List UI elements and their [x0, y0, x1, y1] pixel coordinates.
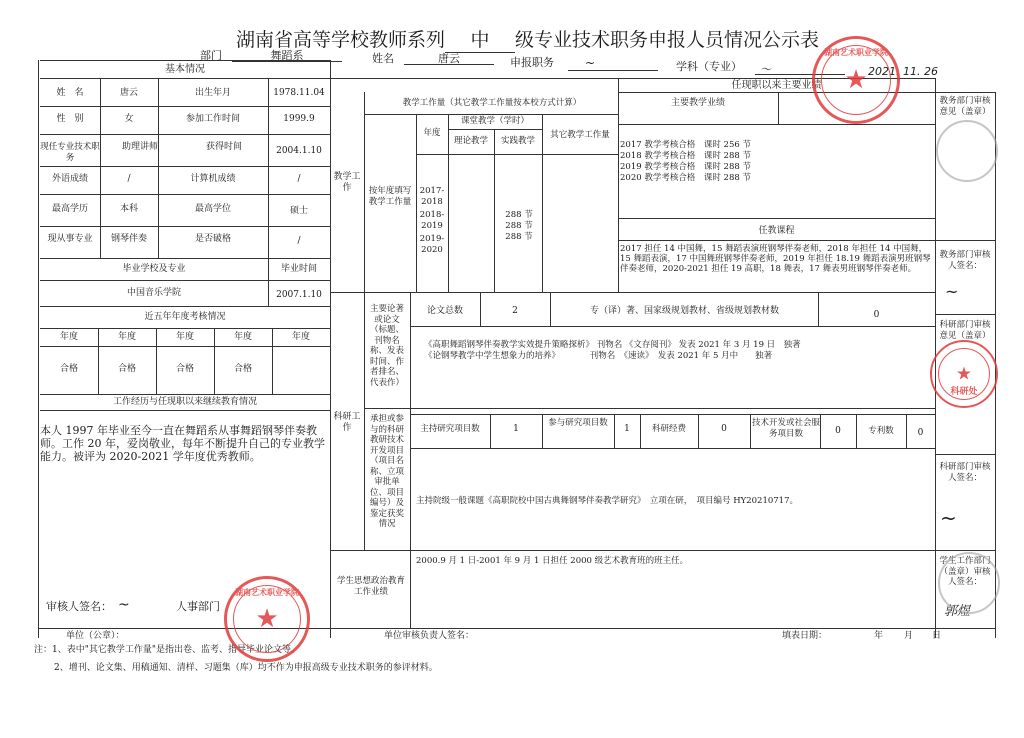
obtained-label: 获得时间	[205, 142, 242, 152]
line	[158, 166, 159, 258]
line	[40, 166, 330, 167]
line	[778, 92, 779, 124]
education-label: 最高学历	[51, 204, 88, 214]
teaching-line-4: 2020 教学考核合格 课时 288 节	[620, 173, 751, 183]
paper-count-label: 论文总数	[426, 306, 463, 316]
assessment-result-3: 合格	[175, 364, 194, 374]
line	[38, 60, 39, 638]
other-col-header: 其它教学工作量	[550, 130, 610, 140]
workload-header: 教学工作量（其它教学工作量按本校方式计算）	[402, 98, 582, 108]
foreign-lang-value: /	[127, 174, 131, 184]
line	[40, 60, 330, 61]
line	[40, 134, 330, 135]
fill-month: 月	[904, 631, 914, 641]
unit-label: 单位（公章）：	[66, 631, 125, 641]
main-teaching-header: 主要教学业绩	[670, 98, 725, 108]
line	[268, 78, 269, 306]
tech-service-label: 技术开发或社会服务项目数	[752, 418, 821, 439]
year-row-2: 2018-2019	[419, 210, 445, 231]
line	[618, 240, 935, 241]
assessment-result-4: 合格	[233, 364, 252, 374]
line	[542, 114, 543, 292]
academic-signature: ~	[945, 282, 959, 301]
line	[410, 414, 935, 415]
academic-reviewer-label: 教务部门审核人签名：	[939, 250, 991, 271]
line	[935, 454, 995, 455]
line	[750, 414, 751, 448]
position-handwriting: ~	[585, 56, 596, 70]
line	[410, 550, 411, 628]
line	[40, 280, 330, 281]
paper-line-1: 《高职舞蹈钢琴伴奏教学实效提升策略探析》 刊物名 《文存阅刊》 发表 2021 年 3 月 19 日 独著	[424, 340, 801, 350]
star-icon: ★	[955, 363, 973, 385]
practice-hours-1: 288 节	[505, 210, 533, 220]
student-dept-signature: 郭煜	[944, 604, 971, 619]
host-projects-value: 1	[513, 424, 519, 434]
line	[416, 154, 618, 155]
join-projects-label: 参与研究项目数	[548, 418, 608, 428]
funds-label: 科研经费	[651, 424, 686, 434]
line	[330, 292, 935, 293]
line	[364, 408, 935, 409]
line	[40, 194, 330, 195]
computer-value: /	[297, 174, 301, 184]
assessment-result-1: 合格	[59, 364, 78, 374]
line	[618, 218, 935, 219]
year-row-3: 2019-2020	[419, 234, 445, 255]
patents-label: 专利数	[868, 426, 894, 436]
line	[158, 78, 159, 166]
monograph-text: 专（译）著、国家级规划教材、省级规划教材数	[590, 306, 780, 316]
current-title-label: 现任专业技术职务	[40, 142, 100, 163]
seal-left-text: 湖南艺术职业学院	[235, 587, 299, 597]
fill-date-label: 填表日期：	[782, 631, 828, 641]
research-signature: ~	[940, 506, 957, 530]
current-major-value: 钢琴伴奏	[110, 234, 147, 244]
papers-label: 主要论著或论文（标题、刊物名称、发表时间、作者排名、代表作）	[369, 304, 404, 388]
name-field-value: 唐云	[119, 88, 138, 98]
research-reviewer-label: 科研部门审核人签名：	[939, 462, 991, 483]
reviewer-signature: ~	[118, 597, 130, 613]
star-icon: ★	[844, 65, 868, 95]
teaching-line-2: 2018 教学考核合格 课时 288 节	[620, 151, 751, 161]
join-projects-value: 1	[624, 424, 630, 434]
exempt-value: /	[297, 236, 301, 246]
line	[40, 410, 330, 411]
line	[40, 258, 330, 259]
line	[410, 326, 935, 327]
work-start-label: 参加工作时间	[185, 114, 240, 124]
star-icon: ★	[255, 604, 279, 634]
experience-text: 本人 1997 年毕业至今一直在舞蹈系从事舞蹈钢琴伴奏教师。工作 20 年，爱岗敬业，每年不断提升自己的专业教学能力。被评为 2020-2021 学年度优秀教师。	[40, 424, 325, 463]
host-projects-label: 主持研究项目数	[420, 424, 480, 434]
line	[618, 124, 935, 125]
project-text: 主持院级一般课题《高职院校中国古典舞钢琴伴奏教学研究》 立项在研， 项目编号 HY20210717。	[416, 496, 798, 506]
school-label: 毕业学校及专业	[122, 264, 186, 274]
foreign-lang-label: 外语成绩	[51, 174, 88, 184]
line	[98, 328, 99, 394]
theory-col-header: 理论教学	[453, 136, 488, 146]
school-seal-top-right	[812, 36, 900, 124]
line	[40, 306, 330, 307]
annual-workload-label: 按年度填写教学工作量	[368, 186, 412, 207]
line	[935, 92, 995, 93]
dept-value: 舞蹈系	[232, 50, 342, 62]
gender-value: 女	[124, 114, 134, 124]
current-title-value: 助理讲师	[121, 142, 158, 152]
research-label: 科研工作	[333, 412, 361, 433]
line	[40, 394, 330, 395]
line	[38, 628, 995, 629]
line	[364, 114, 618, 115]
teaching-line-3: 2019 教学考核合格 课时 288 节	[620, 162, 751, 172]
line	[618, 78, 619, 292]
tech-service-value: 0	[835, 426, 841, 436]
grad-time-value: 2007.1.10	[276, 290, 322, 300]
assessment-title: 近五年年度考核情况	[144, 312, 226, 322]
paper-line-2: 《论钢琴教学中学生想象力的培养》 刊物名 《速读》 发表 2021 年 5 月中 独著	[424, 351, 773, 361]
gender-label: 性 别	[56, 114, 84, 124]
name-field-label: 姓 名	[56, 88, 84, 98]
practice-hours-3: 288 节	[505, 232, 533, 242]
fill-day: 日	[932, 631, 942, 641]
line	[935, 314, 995, 315]
position-label: 申报职务	[510, 56, 554, 69]
work-start-value: 1999.9	[283, 114, 315, 124]
line	[330, 60, 331, 638]
student-dept-label: 学生工作部门（盖章）审核人签名：	[939, 556, 991, 587]
line	[542, 414, 543, 448]
monograph-count: 0	[873, 310, 880, 320]
line	[100, 78, 101, 258]
academic-dept-seal	[936, 120, 998, 182]
computer-label: 计算机成绩	[190, 174, 236, 184]
class-hours-header: 课堂教学（学时）	[460, 116, 529, 126]
line	[410, 448, 935, 449]
grad-time-label: 毕业时间	[280, 264, 317, 274]
line	[935, 240, 995, 241]
line	[448, 129, 542, 130]
hr-label: 人事部门	[176, 600, 220, 613]
seal-research-text: 科研处	[950, 387, 978, 397]
title-prefix: 湖南省高等学校教师系列	[236, 29, 446, 51]
research-dept-label: 科研部门审核意见（盖章）	[939, 320, 991, 341]
line	[40, 328, 330, 329]
line	[40, 78, 330, 79]
line	[364, 292, 365, 550]
line	[410, 292, 411, 550]
name-value: 唐云	[404, 53, 494, 65]
year-row-1: 2017-2018	[419, 186, 445, 207]
courses-header: 任教课程	[758, 226, 795, 236]
funds-value: 0	[721, 424, 727, 434]
title-level: 中	[445, 28, 515, 53]
student-work-text: 2000.9 月 1 日-2001 年 9 月 1 日担任 2000 级艺术教育班的班主任。	[416, 556, 689, 566]
line	[364, 92, 365, 292]
year-header-4: 年度	[233, 332, 252, 342]
obtained-value: 2004.1.10	[276, 146, 322, 156]
line	[272, 328, 273, 394]
degree-value: 硕士	[289, 206, 308, 216]
name-label: 姓名	[372, 52, 394, 65]
practice-col-header: 实践教学	[500, 136, 535, 146]
unit-reviewer-label: 单位审核负责人签名：	[384, 631, 475, 641]
reviewer-label: 审核人签名：	[46, 600, 112, 613]
footnote-1: 注：1、表中"其它教学工作量"是指出卷、监考、指导毕业论文等。	[34, 645, 301, 655]
line	[416, 114, 417, 292]
birth-label: 出生年月	[194, 88, 231, 98]
basic-section-title: 基本情况	[165, 64, 205, 75]
education-value: 本科	[119, 204, 138, 214]
projects-label: 承担或参与的科研教研技术开发项目（项目名称、立项审批单位、项目编号）及鉴定获奖情况	[369, 414, 404, 529]
year-header-3: 年度	[175, 332, 194, 342]
fill-date-handwriting: 2021. 11. 26	[868, 65, 938, 78]
degree-label: 最高学位	[194, 204, 231, 214]
paper-count-value: 2	[512, 306, 518, 316]
title-suffix: 级专业技术职务申报人员情况公示表	[515, 29, 820, 51]
performance-section-title: 任现职以来主要业绩	[731, 80, 822, 91]
fill-year: 年	[874, 631, 884, 641]
line	[550, 292, 551, 326]
student-work-label: 学生思想政治教育工作业绩	[336, 576, 405, 597]
subject-handwriting: ～	[760, 63, 771, 76]
teaching-label: 教学工作	[333, 172, 361, 193]
subject-label: 学科（专业）	[676, 60, 742, 73]
line	[330, 550, 935, 551]
footnote-2: 2、增刊、论文集、用稿通知、清样、习题集（库）均不作为申报高级专业技术职务的参评材料。	[54, 663, 438, 673]
experience-title: 工作经历与任现职以来继续教育情况	[112, 397, 257, 407]
year-header-5: 年度	[291, 332, 310, 342]
line	[156, 328, 157, 394]
year-col-header: 年度	[423, 128, 441, 138]
year-header-2: 年度	[117, 332, 136, 342]
year-header-1: 年度	[59, 332, 78, 342]
school-value: 中国音乐学院	[126, 288, 181, 298]
line	[214, 328, 215, 394]
assessment-result-2: 合格	[117, 364, 136, 374]
current-major-label: 现从事专业	[47, 234, 93, 244]
line	[40, 106, 330, 107]
line	[40, 226, 330, 227]
line	[40, 346, 330, 347]
student-dept-seal	[938, 552, 1000, 614]
dept-label: 部门	[200, 49, 222, 62]
birth-value: 1978.11.04	[273, 88, 325, 98]
seal-top-right-text: 湖南艺术职业学院	[824, 47, 888, 57]
line	[935, 550, 995, 551]
research-office-seal	[930, 340, 998, 408]
school-seal-left	[224, 576, 310, 662]
patents-value: 0	[917, 428, 924, 438]
courses-text: 2017 担任 14 中国舞，15 舞蹈表演班钢琴伴奏老师，2018 年担任 14 中国舞，15 舞蹈表演，17 中国舞班钢琴伴奏老师，2019 年担任 18.19 舞蹈表演男班钢琴伴奏老师，2020-2021 担任 19 高职，18 舞表，17 舞表男班钢琴伴奏老师。	[620, 244, 931, 274]
teaching-line-1: 2017 教学考核合格 课时 256 节	[620, 140, 751, 150]
position-underline	[568, 70, 658, 71]
exempt-label: 是否破格	[194, 234, 231, 244]
academic-dept-label: 教务部门审核意见（盖章）	[939, 96, 991, 117]
practice-hours-2: 288 节	[505, 221, 533, 231]
